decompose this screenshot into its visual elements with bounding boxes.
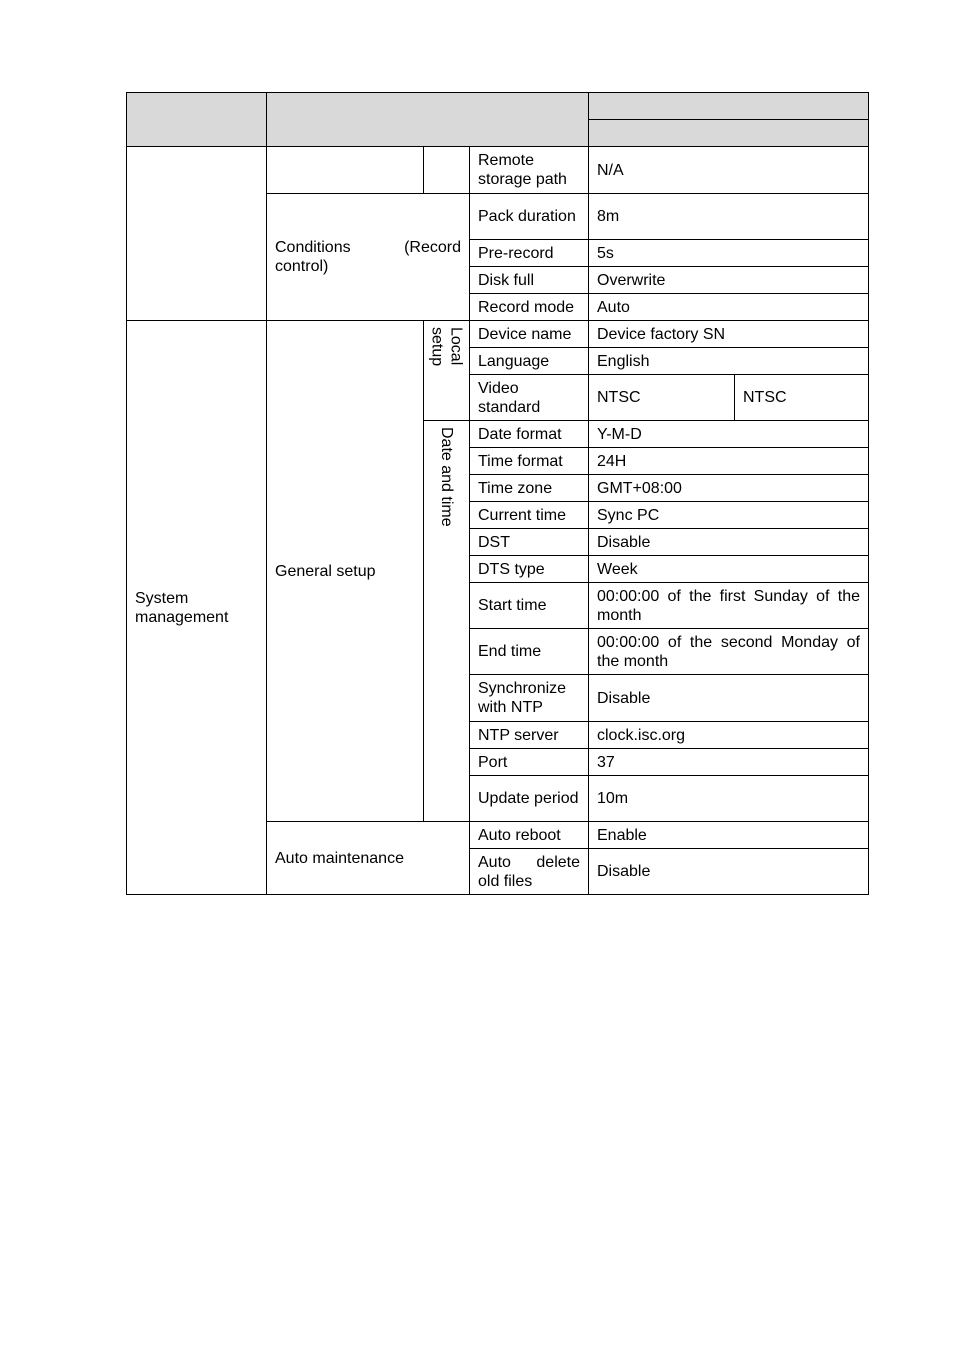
item-time-format: Time format <box>469 447 589 475</box>
value-disk-full: Overwrite <box>588 266 869 294</box>
item-ntp-server: NTP server <box>469 721 589 749</box>
item-current-time: Current time <box>469 501 589 529</box>
value-pack-duration: 8m <box>588 193 869 240</box>
item-time-zone: Time zone <box>469 474 589 502</box>
value-video-standard-alt: NTSC <box>734 374 869 421</box>
value-dts-type: Week <box>588 555 869 583</box>
value-end-time: 00:00:00 of the second Monday of the month <box>588 628 869 675</box>
value-time-zone: GMT+08:00 <box>588 474 869 502</box>
value-current-time: Sync PC <box>588 501 869 529</box>
value-remote-storage-path: N/A <box>588 146 869 194</box>
value-synchronize-ntp: Disable <box>588 674 869 722</box>
item-dts-type: DTS type <box>469 555 589 583</box>
item-auto-delete-old-files: Auto delete old files <box>469 848 589 895</box>
item-synchronize-ntp: Synchronize with NTP <box>469 674 589 722</box>
value-port: 37 <box>588 748 869 776</box>
value-language: English <box>588 347 869 375</box>
item-language: Language <box>469 347 589 375</box>
value-start-time: 00:00:00 of the first Sunday of the month <box>588 582 869 629</box>
group-system-management: System management <box>126 320 267 895</box>
item-auto-reboot: Auto reboot <box>469 821 589 849</box>
value-dst: Disable <box>588 528 869 556</box>
value-device-name: Device factory SN <box>588 320 869 348</box>
item-dst: DST <box>469 528 589 556</box>
item-record-mode: Record mode <box>469 293 589 321</box>
item-end-time: End time <box>469 628 589 675</box>
group-record-blank <box>126 146 267 321</box>
header-col2 <box>266 92 589 147</box>
value-time-format: 24H <box>588 447 869 475</box>
subgroup-local-setup: Local setup <box>423 320 470 421</box>
group-conditions: Conditions (Record control) <box>266 193 470 321</box>
item-update-period: Update period <box>469 775 589 822</box>
header-col1 <box>126 92 267 147</box>
item-video-standard: Video standard <box>469 374 589 421</box>
header-col3-top <box>588 92 869 120</box>
subgroup-date-and-time: Date and time <box>423 420 470 822</box>
subgroup-blank-a <box>266 146 424 194</box>
item-device-name: Device name <box>469 320 589 348</box>
header-col3-bottom <box>588 119 869 147</box>
group-general-setup: General setup <box>266 320 424 822</box>
item-start-time: Start time <box>469 582 589 629</box>
value-ntp-server: clock.isc.org <box>588 721 869 749</box>
value-pre-record: 5s <box>588 239 869 267</box>
value-record-mode: Auto <box>588 293 869 321</box>
value-update-period: 10m <box>588 775 869 822</box>
item-pre-record: Pre-record <box>469 239 589 267</box>
item-port: Port <box>469 748 589 776</box>
item-date-format: Date format <box>469 420 589 448</box>
item-pack-duration: Pack duration <box>469 193 589 240</box>
subgroup-blank-b <box>423 146 470 194</box>
value-date-format: Y-M-D <box>588 420 869 448</box>
value-auto-delete-old-files: Disable <box>588 848 869 895</box>
item-remote-storage-path: Remote storage path <box>469 146 589 194</box>
value-auto-reboot: Enable <box>588 821 869 849</box>
group-auto-maintenance: Auto maintenance <box>266 821 470 895</box>
item-disk-full: Disk full <box>469 266 589 294</box>
value-video-standard: NTSC <box>588 374 735 421</box>
